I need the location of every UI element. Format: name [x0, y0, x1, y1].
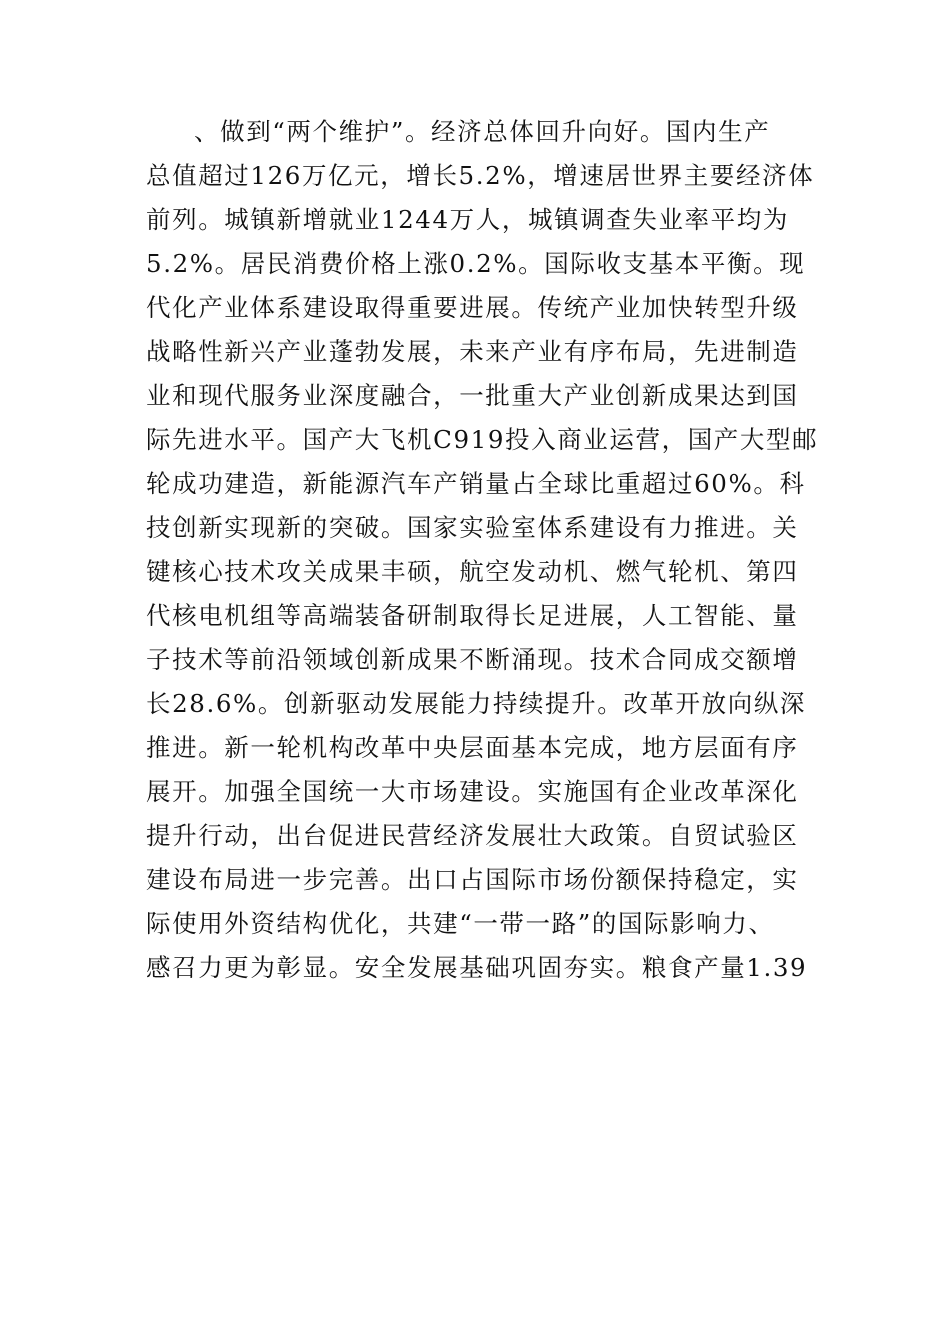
text-line: 代化产业体系建设取得重要进展。传统产业加快转型升级 — [146, 293, 799, 322]
text-line: 前列。城镇新增就业1244万人，城镇调查失业率平均为 — [146, 205, 789, 234]
text-line: 子技术等前沿领域创新成果不断涌现。技术合同成交额增 — [146, 645, 799, 674]
text-line: 长28.6%。创新驱动发展能力持续提升。改革开放向纵深 — [146, 689, 807, 718]
text-line: 轮成功建造，新能源汽车产销量占全球比重超过60%。科 — [146, 469, 806, 498]
text-line: 际使用外资结构优化，共建“一带一路”的国际影响力、 — [146, 909, 775, 938]
text-line: 展开。加强全国统一大市场建设。实施国有企业改革深化 — [146, 777, 799, 806]
text-line: 总值超过126万亿元，增长5.2%，增速居世界主要经济体 — [146, 161, 815, 190]
text-line: 感召力更为彰显。安全发展基础巩固夯实。粮食产量1.39 — [146, 953, 808, 982]
body-paragraph — [146, 110, 819, 990]
text-line: 际先进水平。国产大飞机C919投入商业运营，国产大型邮 — [146, 425, 819, 454]
text-line: 战略性新兴产业蓬勃发展，未来产业有序布局，先进制造 — [146, 337, 799, 366]
text-line: 推进。新一轮机构改革中央层面基本完成，地方层面有序 — [146, 733, 799, 762]
text-line: 业和现代服务业深度融合，一批重大产业创新成果达到国 — [146, 381, 799, 410]
text-line: 、做到“两个维护”。经济总体回升向好。国内生产 — [194, 117, 771, 146]
text-line: 建设布局进一步完善。出口占国际市场份额保持稳定，实 — [146, 865, 799, 894]
text-line: 技创新实现新的突破。国家实验室体系建设有力推进。关 — [146, 513, 799, 542]
text-line: 代核电机组等高端装备研制取得长足进展，人工智能、量 — [146, 601, 799, 630]
text-line: 5.2%。居民消费价格上涨0.2%。国际收支基本平衡。现 — [146, 249, 806, 278]
text-line: 提升行动，出台促进民营经济发展壮大政策。自贸试验区 — [146, 821, 799, 850]
text-line: 键核心技术攻关成果丰硕，航空发动机、燃气轮机、第四 — [146, 557, 799, 586]
